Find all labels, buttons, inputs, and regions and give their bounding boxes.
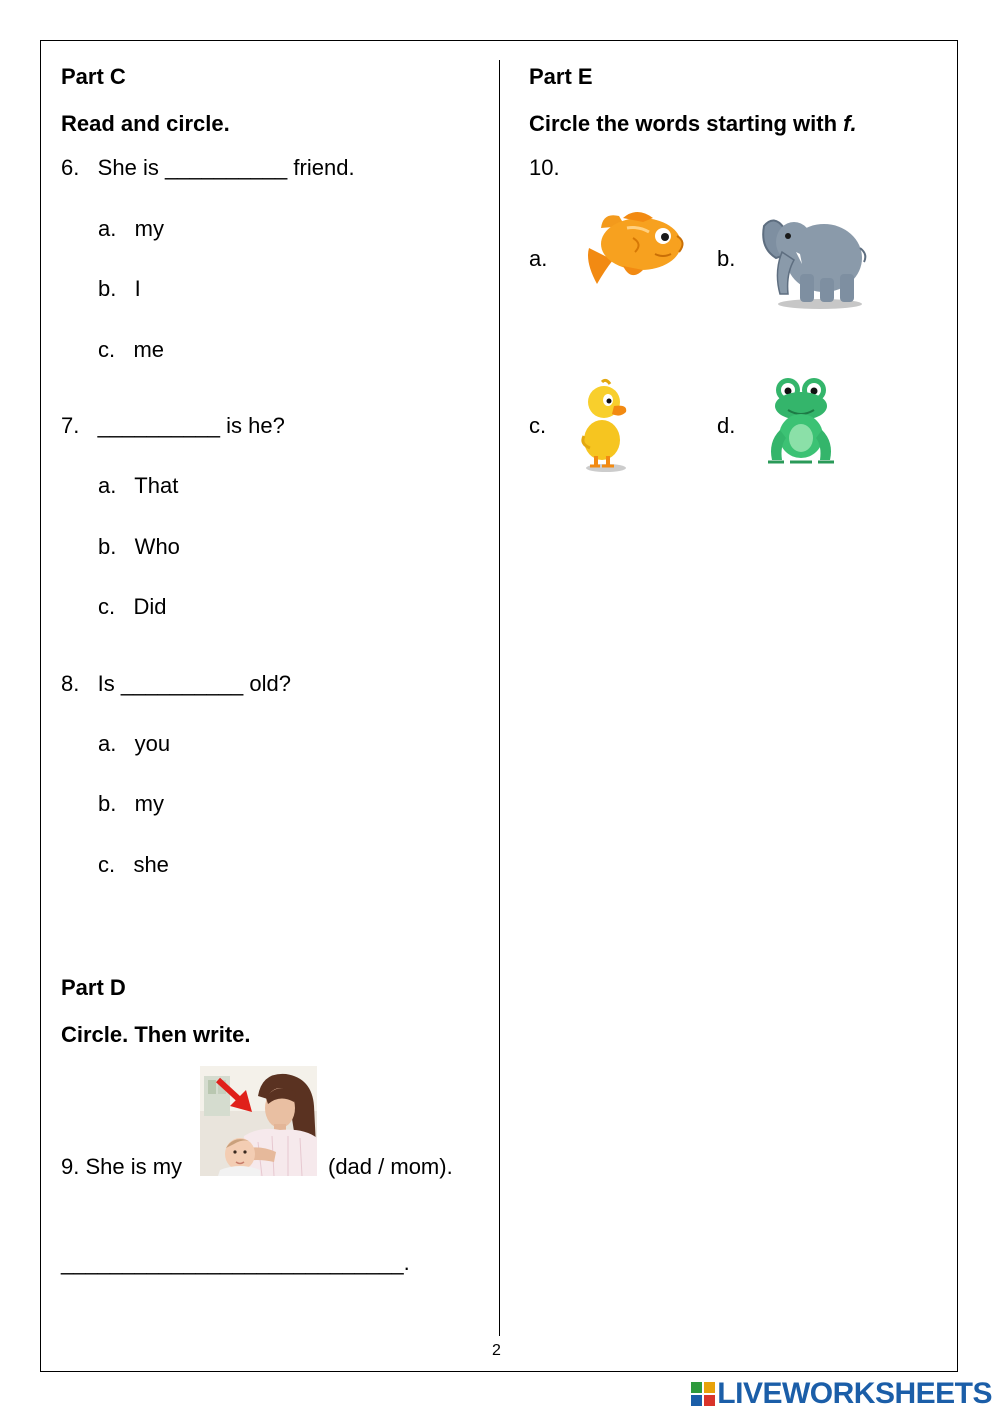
- part-c-title: Part C: [61, 64, 126, 89]
- option-a-label: a.: [529, 246, 548, 271]
- liveworksheets-logo-icon: [691, 1382, 715, 1406]
- question-9-suffix: (dad / mom).: [328, 1154, 453, 1179]
- q6-option-c[interactable]: c. me: [98, 337, 165, 362]
- q7-option-a[interactable]: a. That: [98, 473, 179, 498]
- question-9-prefix: 9. She is my: [61, 1154, 183, 1179]
- option-d-label: d.: [717, 413, 736, 438]
- q8-option-a[interactable]: a. you: [98, 731, 171, 756]
- column-divider: [499, 60, 500, 1336]
- part-e-instruction-letter: f.: [843, 111, 857, 136]
- duck-icon[interactable]: [580, 378, 632, 479]
- part-d-title: Part D: [61, 975, 126, 1000]
- question-10: 10.: [529, 155, 560, 180]
- fish-icon[interactable]: [583, 208, 687, 295]
- q7-option-b[interactable]: b. Who: [98, 534, 180, 559]
- q6-option-a[interactable]: a. my: [98, 216, 165, 241]
- option-b-label: b.: [717, 246, 736, 271]
- elephant-icon[interactable]: [760, 208, 868, 315]
- frog-icon[interactable]: [766, 376, 836, 471]
- question-6: 6. She is __________ friend.: [61, 155, 355, 180]
- option-c-label: c.: [529, 413, 547, 438]
- q6-option-b[interactable]: b. I: [98, 276, 141, 301]
- question-7: 7. __________ is he?: [61, 413, 285, 438]
- part-e-title: Part E: [529, 64, 593, 89]
- mom-with-baby-photo: [200, 1066, 317, 1176]
- answer-line[interactable]: ____________________________.: [61, 1250, 410, 1275]
- part-d-instruction: Circle. Then write.: [61, 1022, 251, 1047]
- part-c-instruction: Read and circle.: [61, 111, 230, 136]
- liveworksheets-logo: [691, 1378, 992, 1410]
- q7-option-c[interactable]: c. Did: [98, 594, 167, 619]
- q8-option-b[interactable]: b. my: [98, 791, 165, 816]
- page-number: 2: [492, 1342, 501, 1359]
- question-8: 8. Is __________ old?: [61, 671, 291, 696]
- q8-option-c[interactable]: c. she: [98, 852, 169, 877]
- liveworksheets-wordmark: LIVEWORKSHEETS: [717, 1377, 992, 1410]
- part-e-instruction: [529, 111, 857, 137]
- part-e-instruction-text: Circle the words starting with: [529, 111, 844, 136]
